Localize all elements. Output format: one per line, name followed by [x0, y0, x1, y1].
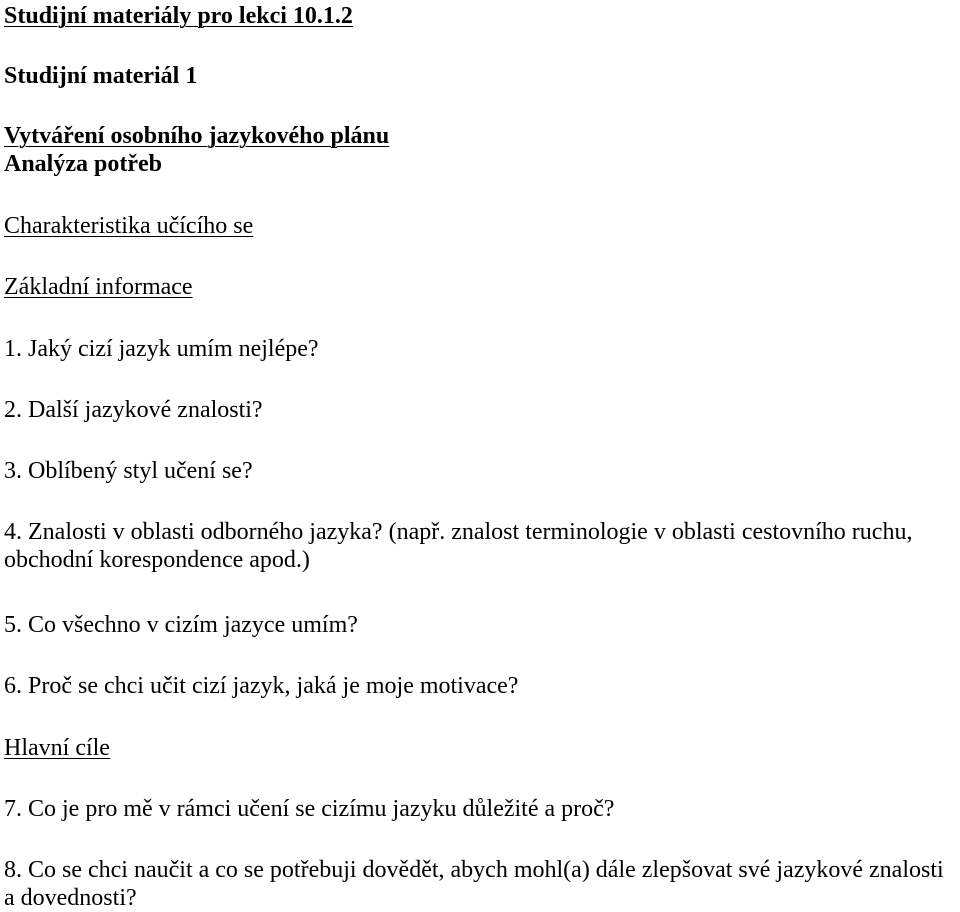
material-title: Studijní materiál 1 [4, 63, 198, 89]
question-8: 8. Co se chci naučit a co se potřebuji dovědět, abych mohl(a) dále zlepšovat své jazykové znalosti a dovednosti? [4, 857, 944, 911]
main-goals-heading: Hlavní cíle [4, 735, 110, 761]
question-5: 5. Co všechno v cizím jazyce umím? [4, 612, 358, 638]
question-2: 2. Další jazykové znalosti? [4, 397, 263, 423]
needs-analysis-heading: Analýza potřeb [4, 151, 162, 177]
question-6: 6. Proč se chci učit cizí jazyk, jaká je moje motivace? [4, 673, 519, 699]
question-1: 1. Jaký cizí jazyk umím nejlépe? [4, 336, 319, 362]
question-4: 4. Znalosti v oblasti odborného jazyka? (např. znalost terminologie v oblasti cestovního ruchu, obchodní korespondence apod.) [4, 519, 913, 573]
learner-profile-heading: Charakteristika učícího se [4, 213, 254, 239]
question-7: 7. Co je pro mě v rámci učení se cizímu jazyku důležité a proč? [4, 796, 615, 822]
plan-title: Vytváření osobního jazykového plánu [4, 123, 390, 149]
question-3: 3. Oblíbený styl učení se? [4, 458, 253, 484]
basic-info-heading: Základní informace [4, 274, 193, 300]
lesson-title: Studijní materiály pro lekci 10.1.2 [4, 3, 353, 29]
